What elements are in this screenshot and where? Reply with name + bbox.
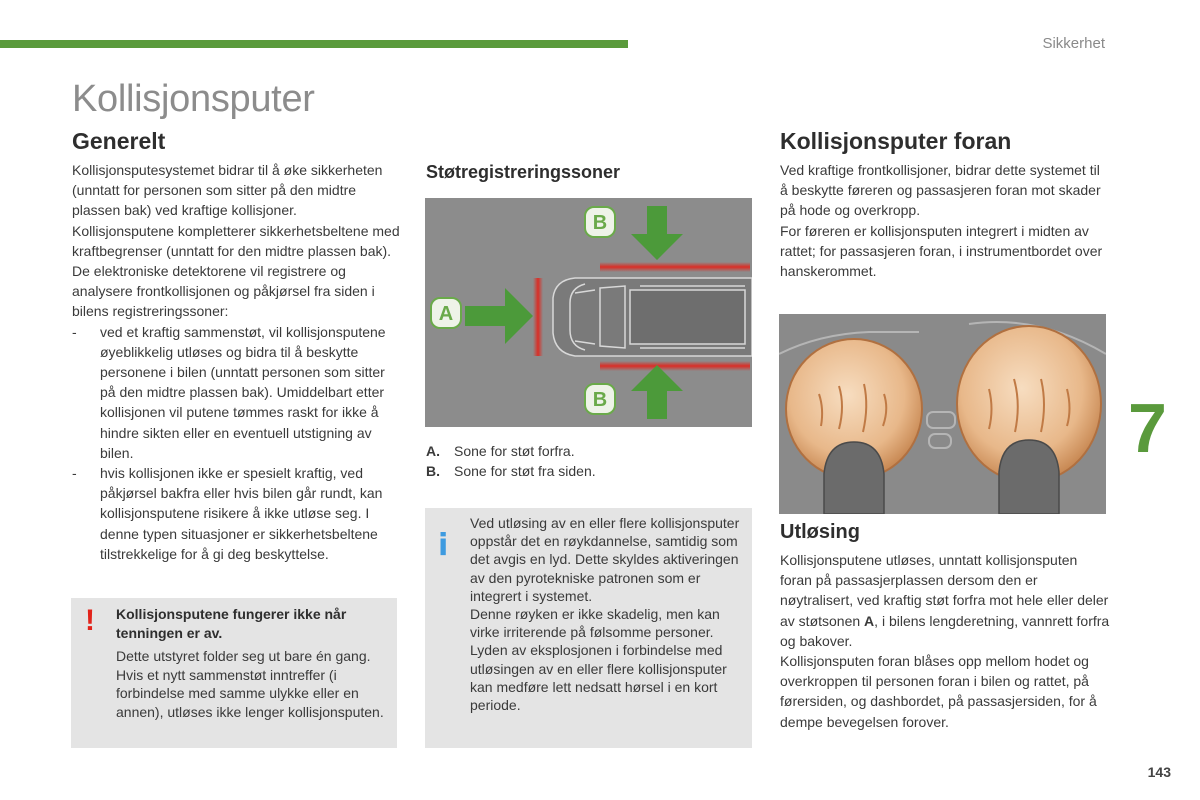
legend-key: B. [426, 463, 440, 479]
zone-a-text: A [438, 303, 454, 325]
front-impact-zone [533, 278, 543, 356]
list-dash: - [72, 323, 77, 340]
legend-text: Sone for støt fra siden. [454, 463, 596, 479]
warning-box [71, 598, 397, 748]
front-paragraph: Ved kraftige frontkollisjoner, bidrar dette systemet til å beskytte føreren og passasjeren foran mot skader på hode og overkropp. [780, 162, 1101, 219]
release-text-part: , i bilens lengderetning, vannrett forfra og bakover. [780, 612, 1110, 649]
zone-b-bottom-text: B [592, 389, 608, 411]
generelt-paragraph: Kollisjonsputesystemet bidrar til å øke sikkerheten (unntatt for personen som sitter på den midtre plassen bak) ved kraftige kollisjoner. Kollisjonsputene kompletterer sikkerhetsbeltene med kraftbegrenser (unntatt for den midtre plassen bak). [72, 162, 400, 259]
legend-text: Sone for støt forfra. [454, 443, 575, 459]
section-name: Sikkerhet [1042, 35, 1105, 52]
front-paragraph: For føreren er kollisjonsputen integrert i midten av rattet; for passasjeren foran, i instrumentbordet over hanskerommet. [780, 222, 1103, 280]
legend-key: A. [426, 443, 440, 459]
info-paragraph: Lyden av eksplosjonen i forbindelse med utløsingen av en eller flere kollisjonsputer kan medføre lett nedsatt hørsel i en kort periode. [470, 642, 727, 714]
chapter-number: 7 [1128, 389, 1167, 467]
info-paragraph: Ved utløsing av en eller flere kollisjonsputer oppstår det en røykdannelse, samtidig som det avgis en lyd. Dette skyldes aktiveringen av den pyrotekniske patronen som er integrert i systemet. [470, 515, 740, 604]
impact-zones-diagram [425, 198, 752, 427]
info-icon: i [438, 528, 449, 563]
release-text-part: Kollisjonsputene utløses, unntatt kollisjonsputen foran på passasjerplassen dersom den er nøytralisert, ved kraftig støt forfra mot hele eller deler av støtsonen [780, 552, 1109, 629]
release-zone-key: A [864, 612, 875, 629]
car-top-view [553, 278, 752, 356]
zone-label-b-top [585, 207, 615, 237]
info-paragraph: Denne røyken er ikke skadelig, men kan virke irriterende på følsomme personer. [470, 606, 720, 641]
info-box [425, 508, 752, 748]
list-item-text: ved et kraftig sammenstøt, vil kollisjonsputene øyeblikkelig utløses og bidra til å beskytte personene i bilen (unntatt personen som sitter på den midtre plassen bak). Umiddelbart etter kollisjonen vil putene tømmes raskt for ikke å hindre sikten eller en eventuell utstigning av bilen. [100, 323, 386, 461]
zone-b-top-text: B [592, 212, 608, 234]
front-airbags-illustration [779, 314, 1106, 514]
zone-label-b-bottom [585, 384, 615, 414]
warning-body: Dette utstyret folder seg ut bare én gang. Hvis et nytt sammenstøt inntreffer (i forbindelse med samme ulykke eller en annen), utløses ikke lenger kollisjonsputen. [116, 648, 384, 720]
side-impact-zone-top [600, 262, 750, 272]
warning-title: Kollisjonsputene fungerer ikke når tenningen er av. [116, 606, 347, 641]
info-body [470, 514, 746, 714]
side-impact-zone-bottom [600, 361, 750, 371]
zones-heading: Støtregistreringssoner [426, 162, 621, 182]
legend-item [426, 441, 596, 461]
generelt-paragraph: De elektroniske detektorene vil registrere og analysere frontkollisjonen og påkjørsel fra siden i bilens registreringssoner: [72, 263, 375, 320]
list-item [72, 322, 400, 463]
release-text [780, 550, 1110, 732]
diagram-legend [426, 441, 596, 481]
list-item [72, 463, 400, 564]
release-heading: Utløsing [780, 521, 860, 543]
release-paragraph: Kollisjonsputen foran blåses opp mellom hodet og overkroppen til personen foran i bilen og rattet, på førersiden, og dashbordet, på passasjersiden, for å dempe bevegelsen forover. [780, 653, 1097, 730]
zone-label-a [431, 298, 461, 328]
generelt-text [72, 160, 400, 564]
generelt-heading: Generelt [72, 128, 166, 154]
warning-icon: ! [85, 604, 95, 637]
list-dash: - [72, 465, 77, 482]
legend-item [426, 461, 596, 481]
page-title: Kollisjonsputer [72, 78, 315, 120]
front-airbags-heading: Kollisjonsputer foran [780, 128, 1012, 154]
list-item-text: hvis kollisjonen ikke er spesielt kraftig, ved påkjørsel bakfra eller hvis bilen går rundt, kan kollisjonsputene risikere å ikke utløse seg. I denne typen situasjoner er sikkerhetsbeltene tilstrekkelige for å gi deg beskyttelse. [100, 465, 383, 562]
page-number: 143 [1147, 764, 1171, 780]
front-airbags-text [780, 160, 1110, 281]
release-paragraph [780, 550, 1110, 651]
header-accent-bar [0, 40, 628, 48]
